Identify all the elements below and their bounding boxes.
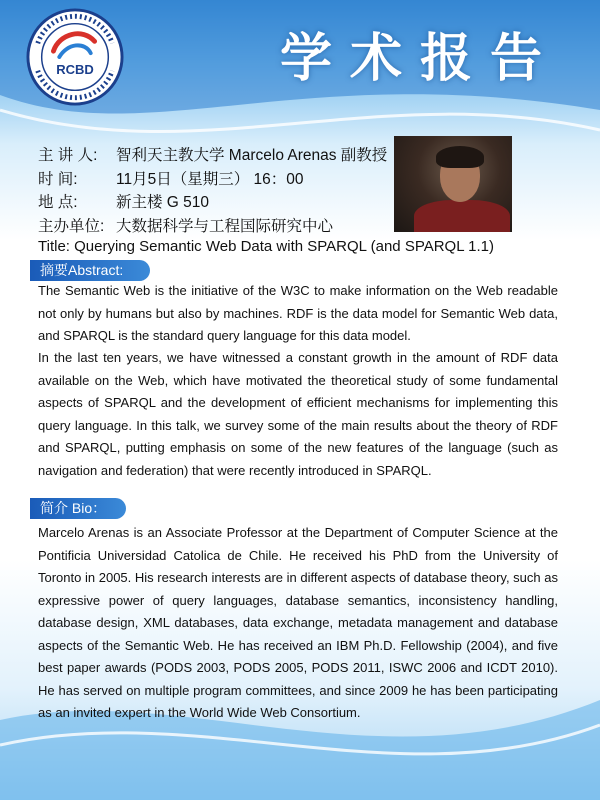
place-label: 地 点: — [38, 194, 78, 211]
abstract-paragraph-1: The Semantic Web is the initiative of the W3C to make information on the Web readable not only by humans but also by machines. RDF is the data model for Semantic Web data, and SPARQL is the standard query language for this data model. — [38, 283, 558, 343]
bio-paragraph: Marcelo Arenas is an Associate Professor at the Department of Computer Science at the Pontificia Universidad Catolica de Chile. He received his PhD from the University of Toronto in 2005. His research interests are in different aspects of database theory, such as expressive power of query languages, database semantics, inconsistency handling, database design, XML databases, data exchange, metadata management and database aspects of the Semantic Web. He has received an IBM Ph.D. Fellowship (2004), and five best paper awards (PODS 2003, PODS 2005, PODS 2011, ISWC 2006 and ICDT 2010). He has served on multiple program committees, and since 2009 he has been participating as an invited expert in the World Wide Web Consortium. — [38, 525, 558, 720]
speaker-value: 智利天主教大学 Marcelo Arenas 副教授 — [116, 147, 388, 164]
talk-title: Title: Querying Semantic Web Data with SPARQL (and SPARQL 1.1) — [38, 238, 495, 255]
abstract-heading: 摘要Abstract: — [30, 260, 150, 281]
rcbd-logo — [26, 8, 124, 106]
time-value: 11月5日（星期三） 16：00 — [116, 170, 304, 188]
time-label: 时 间: — [38, 170, 78, 188]
event-info — [38, 144, 387, 238]
logo-text: RCBD — [56, 62, 94, 77]
host-value: 大数据科学与工程国际研究中心 — [116, 217, 334, 235]
time-row — [38, 168, 387, 192]
page-title: 学术报告 — [280, 28, 561, 89]
speaker-photo — [394, 136, 512, 232]
host-label: 主办单位: — [38, 217, 105, 235]
speaker-label: 主 讲 人: — [38, 147, 98, 164]
bio-heading: 简介 Bio： — [30, 498, 126, 519]
abstract-paragraph-2: In the last ten years, we have witnessed a constant growth in the amount of RDF data available on the Web, which have motivated the theoretical study of some fundamental aspects of SPARQL and the development of efficient mechanisms for implementing this query language. In this talk, we survey some of the main results about the theory of RDF and SPARQL, putting emphasis on some of the new features of the language (such as navigation and federation) that were recently introduced in SPARQL. — [38, 350, 558, 478]
host-row — [38, 215, 387, 239]
place-row — [38, 191, 387, 215]
speaker-row — [38, 144, 387, 168]
place-value: 新主楼 G 510 — [116, 194, 210, 211]
